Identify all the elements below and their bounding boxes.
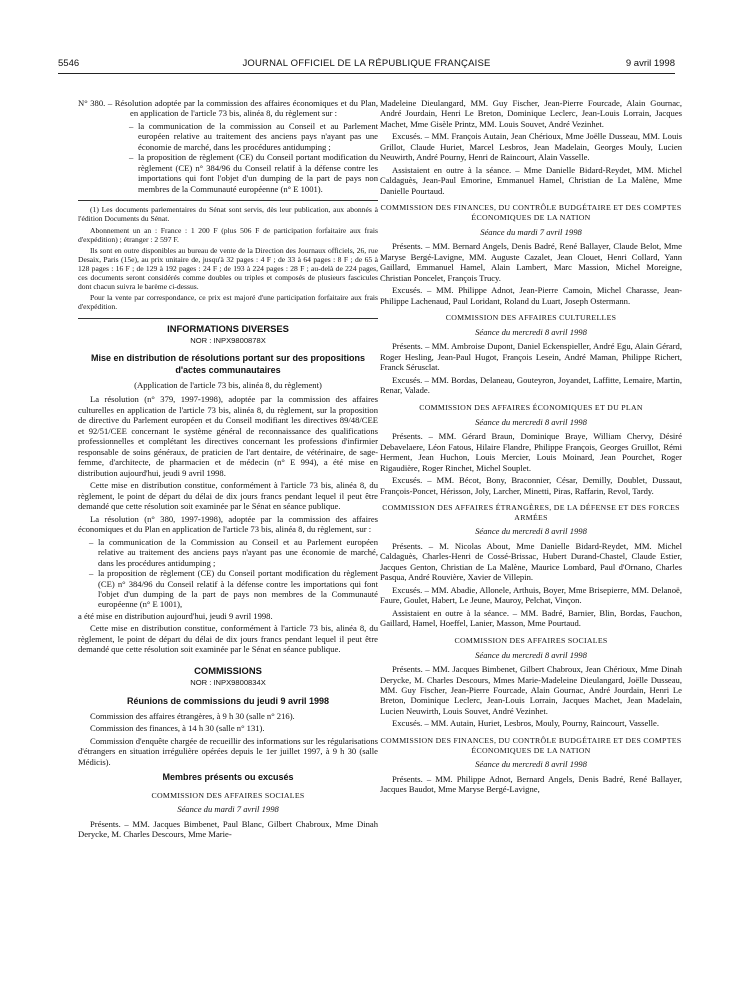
fin2-presents: Présents. – MM. Philippe Adnot, Bernard Angels, Denis Badré, René Ballayer, Jacques Baudot, Mme Maryse Bergé-Lavigne, (380, 773, 682, 795)
soc-presents: Présents. – MM. Jacques Bimbenet, Paul Blanc, Gilbert Chabroux, Mme Dinah Derycke, M. Charles Descours, Mme Marie- (78, 818, 378, 840)
right-column (380, 98, 682, 797)
eco-title: COMMISSION DES AFFAIRES ÉCONOMIQUES ET DU PLAN (419, 402, 643, 412)
application-note: (Application de l'article 73 bis, alinéa 8, du règlement) (134, 379, 322, 390)
eco-excuses: Excusés. – MM. Bécot, Bony, Braconnier, César, Demilly, Doublet, Dussaut, François-Poncet, Hérisson, Joly, Larcher, Minetti, Piras, Raffarin, Revol, Tardy. (380, 475, 682, 496)
soc2-excuses: Excusés. – MM. Autain, Huriet, Lesbros, Mouly, Pourny, Raincourt, Vasselle. (392, 718, 660, 729)
page-header (58, 58, 675, 72)
etr-excuses: Excusés. – MM. Abadie, Allonele, Arthuis, Boyer, Mme Brisepierre, MM. Delanoë, Faure, Goulet, Habert, Le Jeune, Mauroy, Pelchat, Vinçon. (380, 584, 682, 606)
cont-excuses: Excusés. – MM. François Autain, Jean Chérioux, Mme Joëlle Dusseau, MM. Louis Grillot, Claude Huriet, Marcel Lesbros, Jean Madelain, Georges Mouly, Lucien Neuwirth, André Pourny, Henri de Raincourt, Alain Vasselle. (380, 131, 682, 163)
cult-title: COMMISSION DES AFFAIRES CULTURELLES (445, 313, 617, 323)
eco-seance: Séance du mercredi 8 avril 1998 (475, 416, 587, 427)
footnote-1: (1) Les documents parlementaires du Sénat sont servis, dès leur publication, aux abonnés à l'édition Documents du Sénat. (78, 205, 378, 224)
commissions-nor: NOR : INPX9800834X (190, 678, 266, 688)
list-item: – la communication de la commission au Conseil et au Parlement européen relative au traitement des anciens pays n'ayant pas une économie de marché, dans les procédures antidumping ; (138, 121, 378, 152)
n380-lead: N° 380. – Résolution adoptée par la commission des affaires économiques et du Plan, en application de l'article 73 bis, alinéa 8, du règlement sur : (78, 98, 378, 119)
list-item: – la communication de la Commission au Conseil et au Parlement européen relative au traitement des anciens pays n'ayant pas une économie de marché, dans les procédures antidumping ; (98, 537, 378, 568)
etr-seance: Séance du mercredi 8 avril 1998 (475, 526, 587, 537)
meeting-1: Commission des affaires étrangères, à 9 h 30 (salle n° 216). (90, 710, 295, 721)
n380-list (78, 121, 378, 194)
fin1-presents: Présents. – MM. Bernard Angels, Denis Badré, René Ballayer, Claude Belot, Mme Maryse Bergé-Lavigne, MM. Auguste Cazalet, Jean Clouet, Henri Collard, Yann Gaillard, Emmanuel Hamel, Alain Lambert, Marc Massion, Michel Moreigne, Christian Poncelet, François Trucy. (380, 241, 682, 283)
page-number: 5546 (58, 58, 80, 69)
meeting-2: Commission des finances, à 14 h 30 (salle n° 131). (90, 723, 265, 734)
soc2-title: COMMISSION DES AFFAIRES SOCIALES (454, 635, 608, 645)
fin1-excuses: Excusés. – MM. Philippe Adnot, Jean-Pierre Camoin, Michel Charasse, Jean-Philippe Lachenaud, Paul Loridant, Roland du Luart, Joseph Ostermann. (380, 285, 682, 306)
soc2-presents: Présents. – MM. Jacques Bimbenet, Gilbert Chabroux, Jean Chérioux, Mme Dinah Derycke, M. Charles Descours, Mmes Marie-Madeleine Dieulangard, Joëlle Dusseau, MM. Guy Fischer, Jean-Pierre Fourcade, Alain Gournac, André Jourdain, Henri Le Breton, Dominique Leclerc, Jean-Louis Lorrain, Jacques Machet, Jean Madelain, Lucien Neuwirth, Louis Souvet, André Vezinhet. (380, 664, 682, 716)
etr-presents: Présents. – M. Nicolas About, Mme Danielle Bidard-Reydet, MM. Michel Caldaguès, Charles-Henri de Cossé-Brissac, Hubert Durand-Chastel, Claude Estier, Jacques Genton, Christian de La Malène, Maurice Lombard, Paul d'Ornano, Charles Pasqua, André Rouvière, Xavier de Villepin. (380, 540, 682, 583)
issue-date: 9 avril 1998 (625, 58, 675, 69)
soc-title: COMMISSION DES AFFAIRES SOCIALES (151, 790, 305, 800)
footnote-3: Ils sont en outre disponibles au bureau de vente de la Direction des Journaux officiels, 26, rue Desaix, Paris (15e), au prix unitaire de, jusqu'à 32 pages : 4 F ; de 33 à 64 pages : 8 F ; de 65 à 128 pages : 16 F ; de 129 à 192 pages : 24 F ; de 193 à 224 pages : 28 F ; au-delà de 224 pages, ces documents seront considérés comme doubles ou triples et composés de plusieurs fascicules dont chacun suivra le barème ci-dessus. (78, 245, 378, 292)
resolution-380: La résolution (n° 380, 1997-1998), adoptée par la commission des affaires économiques et du Plan en application de l'article 73 bis, alinéa 8, du règlement, sur : (78, 513, 378, 535)
distribution-note-1: Cette mise en distribution constitue, conformément à l'article 73 bis, alinéa 8, du règlement, le point de départ du délai de dix jours francs pendant lequel il peut être demandé que cette résolution soit examinée par le Sénat en séance publique. (78, 480, 378, 512)
fin1-seance: Séance du mardi 7 avril 1998 (480, 226, 582, 237)
footnote-rule (78, 200, 378, 201)
cult-seance: Séance du mercredi 8 avril 1998 (475, 326, 587, 337)
etr-assistaient: Assistaient en outre à la séance. – MM. Badré, Barnier, Blin, Bordas, Fauchon, Gaillard, Hamel, Hoeffel, Lanier, Masson, Mme Pourtaud. (380, 607, 682, 629)
info-title: INFORMATIONS DIVERSES (167, 322, 289, 334)
mise-title: Mise en distribution de résolutions portant sur des propositions d'actes communautaires (90, 353, 366, 375)
list-item: – la proposition de règlement (CE) du Conseil portant modification du règlement (CE) n° 384/96 du Conseil relatif à la défense contre les importations qui font l'objet d'un dumping de la part de pays non membres de la Communauté européenne (n° E 1001). (138, 152, 378, 194)
membres-title: Membres présents ou excusés (162, 772, 294, 783)
section-rule (78, 318, 378, 319)
cult-presents: Présents. – MM. Ambroise Dupont, Daniel Eckenspieller, André Egu, Alain Gérard, Roger Hesling, Jean-Paul Hugot, François Lesein, André Maman, Philippe Richert, Franck Sérusclat. (380, 341, 682, 373)
commissions-title: COMMISSIONS (194, 664, 262, 676)
res380-list (78, 537, 378, 610)
left-column (78, 98, 378, 842)
distribution-note-2: Cette mise en distribution constitue, conformément à l'article 73 bis, alinéa 8, du règlement, le point de départ du délai de dix jours francs pendant lequel il peut être demandé que cette résolution soit examinée par le Sénat en séance publique. (78, 623, 378, 655)
eco-presents: Présents. – MM. Gérard Braun, Dominique Braye, William Chervy, Désiré Debavelaere, Léon Fatous, Hilaire Flandre, Philippe François, Georges Gruillot, Rémi Herment, Jean Huchon, Louis Mercier, Louis Moinard, Jean Pourchet, Roger Rigaudière, Roger Rinchet, Michel Souplet. (380, 431, 682, 473)
soc2-seance: Séance du mercredi 8 avril 1998 (475, 649, 587, 660)
footnote-2: Abonnement un an : France : 1 200 F (plus 506 F de participation forfaitaire aux frais d'expédition) ; étranger : 2 597 F. (78, 225, 378, 244)
etr-title: COMMISSION DES AFFAIRES ÉTRANGÈRES, DE LA DÉFENSE ET DES FORCES ARMÉES (382, 502, 680, 522)
cult-excuses: Excusés. – MM. Bordas, Delaneau, Gouteyron, Joyandet, Laffitte, Lemaire, Martin, Renar, Valade. (380, 374, 682, 396)
distribution-date: a été mise en distribution aujourd'hui, jeudi 9 avril 1998. (78, 610, 273, 621)
fin2-title: COMMISSION DES FINANCES, DU CONTRÔLE BUDGÉTAIRE ET DES COMPTES ÉCONOMIQUES DE LA NATION (380, 735, 682, 755)
list-item: – la proposition de règlement (CE) du Conseil portant modification du règlement (CE) n° 384/96 du Conseil relatif à la défense contre les importations qui font l'objet d'un dumping de la part de pays non membres de la Communauté européenne (n° E 1001), (98, 568, 378, 610)
meeting-3: Commission d'enquête chargée de recueillir des informations sur les régularisations d'étrangers en situation irrégulière opérées depuis le 1er juillet 1997, à 9 h 30 (salle Médicis). (78, 735, 378, 767)
fin1-title: COMMISSION DES FINANCES, DU CONTRÔLE BUDGÉTAIRE ET DES COMPTES ÉCONOMIQUES DE LA NATION (380, 203, 682, 223)
journal-title: JOURNAL OFFICIEL DE LA RÉPUBLIQUE FRANÇAISE (242, 58, 491, 69)
footnote-4: Pour la vente par correspondance, ce prix est majoré d'une participation forfaitaire aux frais d'expédition. (78, 293, 378, 312)
soc-seance: Séance du mardi 7 avril 1998 (177, 804, 279, 815)
info-nor: NOR : INPX9800878X (190, 336, 266, 346)
cont-assistaient: Assistaient en outre à la séance. – Mme Danielle Bidard-Reydet, MM. Michel Caldaguès, Jean-Paul Emorine, Emmanuel Hamel, Christian de La Malène, Mme Danielle Pourtaud. (380, 164, 682, 196)
resolution-379: La résolution (n° 379, 1997-1998), adoptée par la commission des affaires culturelles en application de l'article 73 bis, alinéa 8, du règlement, sur la proposition de directive du Parlement européen et du Conseil modifiant les directives 89/48/CEE et 92/51/CEE concernant le système général de reconnaissance des qualifications professionnelles et complétant les directives concernant les professions d'infirmier responsable de soins généraux, de praticien de l'art dentaire, de vétérinaire, de sage-femme, d'architecte, de pharmacien et de médecin (n° E 994), a été mise en distribution aujourd'hui, jeudi 9 avril 1998. (78, 394, 378, 478)
fin2-seance: Séance du mercredi 8 avril 1998 (475, 759, 587, 770)
cont-presents: Madeleine Dieulangard, MM. Guy Fischer, Jean-Pierre Fourcade, Alain Gournac, André Jourdain, Henri Le Breton, Dominique Leclerc, Jean-Louis Lorrain, Jacques Machet, Mme Gisèle Printz, MM. Louis Souvet, André Vezinhet. (380, 98, 682, 129)
reunions-title: Réunions de commissions du jeudi 9 avril 1998 (126, 695, 330, 706)
header-rule (58, 73, 675, 74)
